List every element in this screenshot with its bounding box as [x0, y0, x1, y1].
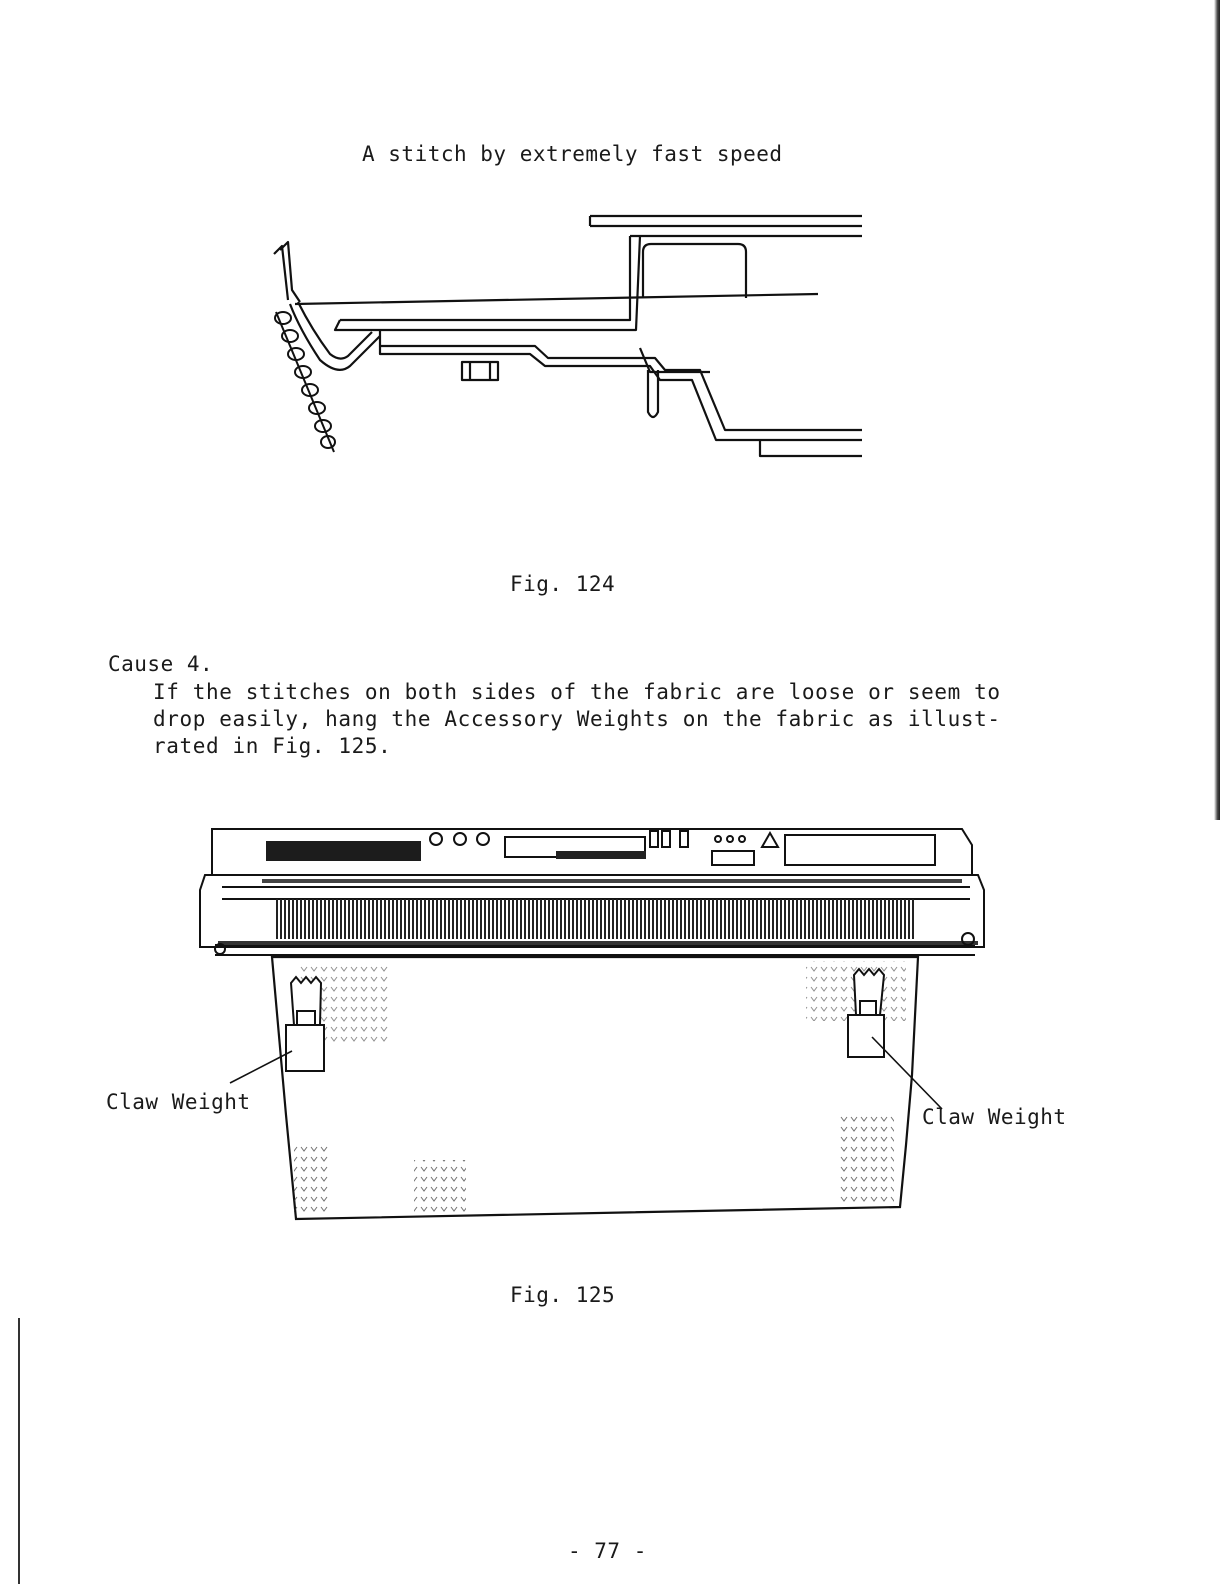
cause-line-3: rated in Fig. 125.: [153, 734, 392, 758]
cause-line-1: If the stitches on both sides of the fabric are loose or seem to: [153, 680, 1001, 704]
fig124-illustration: [0, 190, 1224, 670]
claw-weight-label-right: Claw Weight: [922, 1105, 1067, 1129]
fig124-caption: Fig. 124: [510, 572, 616, 596]
page-number: - 77 -: [568, 1539, 647, 1563]
fig125-caption: Fig. 125: [510, 1283, 616, 1307]
cause-label: Cause 4.: [108, 652, 214, 676]
cause-line-2: drop easily, hang the Accessory Weights on the fabric as illust-: [153, 707, 1001, 731]
claw-weight-label-left: Claw Weight: [106, 1090, 251, 1114]
fig124-heading: A stitch by extremely fast speed: [362, 142, 783, 166]
fig125-illustration: [0, 815, 1224, 1235]
scan-edge-left: [18, 1318, 20, 1584]
cause-paragraph: [153, 679, 1001, 760]
